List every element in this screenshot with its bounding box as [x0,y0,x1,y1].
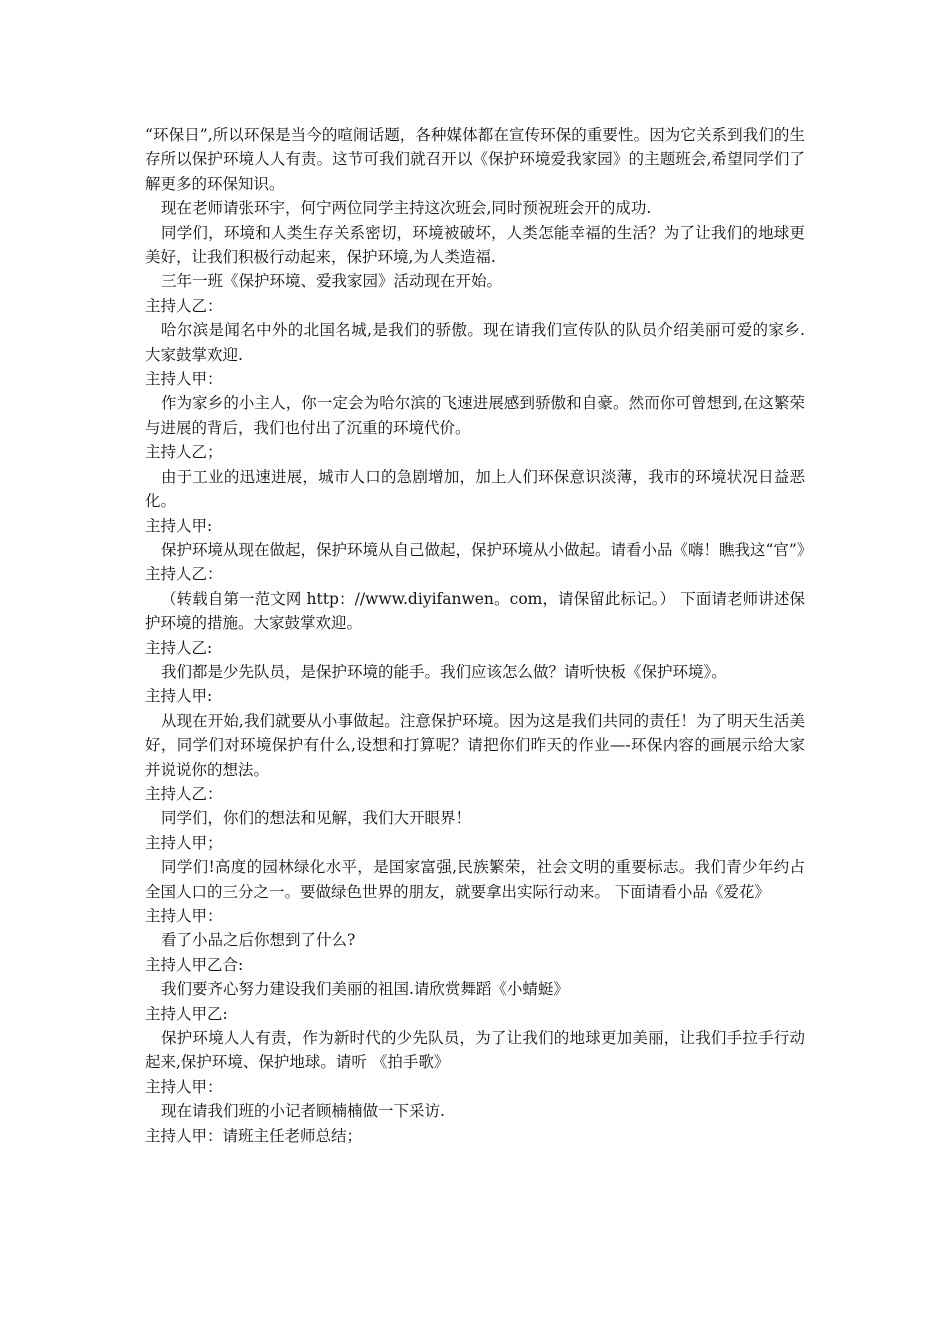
paragraph: 由于工业的迅速进展，城市人口的急剧增加，加上人们环保意识淡薄，我市的环境状况日益恶化。 [145,467,805,511]
paragraph: 我们都是少先队员，是保护环境的能手。我们应该怎么做？请听快板《保护环境》。 [161,662,727,681]
speaker-label: 主持人甲乙合: [145,955,244,974]
speaker-label: 主持人乙： [145,565,223,584]
speaker-label: 主持人甲: [145,516,213,535]
speaker-label: 主持人乙： [145,296,223,315]
paragraph-intro: “环保日”,所以环保是当今的喧闹话题，各种媒体都在宣传环保的重要性。因为它关系到我们的生存所以保护环境人人有责。这节可我们就召开以《保护环境爱我家园》的主题班会,希望同学们了解更多的环保知识。 [145,126,805,193]
paragraph: 同学们，环境和人类生存关系密切，环境被破坏，人类怎能幸福的生活？为了让我们的地球更美好，让我们积极行动起来，保护环境,为人类造福. [145,223,805,267]
paragraph: 保护环境人人有责，作为新时代的少先队员，为了让我们的地球更加美丽，让我们手拉手行动起来,保护环境、保护地球。请听 《拍手歌》 [145,1029,805,1072]
paragraph: 从现在开始,我们就要从小事做起。注意保护环境。因为这是我们共同的责任！为了明天生活美好，同学们对环境保护有什么,设想和打算呢？请把你们昨天的作业—-环保内容的画展示给大家并说说你的想法。 [145,711,805,779]
speaker-label: 主持人乙： [145,784,223,803]
speaker-label: 主持人甲: [145,687,213,706]
paragraph: 作为家乡的小主人，你一定会为哈尔滨的飞速进展感到骄傲和自豪。然而你可曾想到,在这繁荣与进展的背后，我们也付出了沉重的环境代价。 [145,394,805,437]
paragraph: 看了小品之后你想到了什么? [161,931,356,950]
speaker-label: 主持人甲： [145,907,223,925]
paragraph: （转载自第一范文网 http：//www.diyifanwen。com，请保留此标记。） 下面请老师讲述保护环境的措施。大家鼓掌欢迎。 [145,589,805,633]
paragraph: 我们要齐心努力建设我们美丽的祖国.请欣赏舞蹈《小蜻蜓》 [161,980,569,999]
paragraph: 三年一班《保护环境、爱我家园》活动现在开始。 [161,272,503,291]
closing-line: 主持人甲：请班主任老师总结； [145,1126,363,1145]
speaker-label: 主持人甲： [145,370,223,389]
speaker-label: 主持人乙: [145,638,213,657]
document-body [145,123,813,1148]
paragraph: 保护环境从现在做起，保护环境从自己做起，保护环境从小做起。请看小品《嗨！瞧我这“官”》 [161,540,813,559]
paragraph: 同学们!高度的园林绿化水平，是国家富强,民族繁荣，社会文明的重要标志。我们青少年约占全国人口的三分之一。要做绿色世界的朋友，就要拿出实际行动来。 下面请看小品《爱花》 [145,858,805,901]
speaker-label: 主持人甲乙: [145,1004,228,1023]
speaker-label: 主持人甲； [145,833,223,852]
speaker-label: 主持人乙； [145,443,223,462]
paragraph: 哈尔滨是闻名中外的北国名城,是我们的骄傲。现在请我们宣传队的队员介绍美丽可爱的家乡.大家鼓掌欢迎. [145,321,805,364]
paragraph: 同学们，你们的想法和见解，我们大开眼界！ [161,809,472,828]
paragraph: 现在老师请张环宇，何宁两位同学主持这次班会,同时预祝班会开的成功. [161,199,652,218]
paragraph: 现在请我们班的小记者顾楠楠做一下采访. [161,1102,445,1121]
speaker-label: 主持人甲： [145,1077,223,1096]
